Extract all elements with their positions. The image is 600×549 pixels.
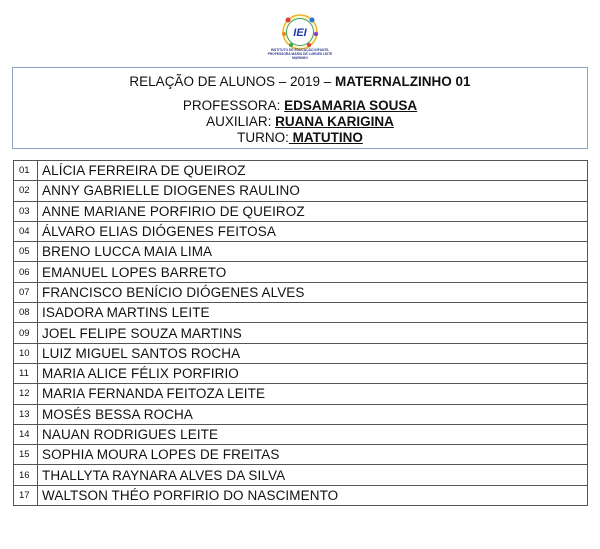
student-name: WALTSON THÉO PORFIRIO DO NASCIMENTO	[38, 485, 588, 505]
student-name: LUIZ MIGUEL SANTOS ROCHA	[38, 343, 588, 363]
row-number: 07	[14, 282, 38, 302]
title-prefix: RELAÇÃO DE ALUNOS – 2019 –	[129, 74, 332, 89]
student-table	[13, 160, 588, 506]
assistant-line	[13, 114, 587, 130]
logo-letters: IEI	[293, 27, 307, 39]
table-row	[14, 161, 588, 181]
logo-caption: INSTITUTO DE EDUCAÇÃO INFANTIL PROFESSORA MARIA DE LURDES LEITE MARINHO	[267, 48, 333, 60]
table-row	[14, 282, 588, 302]
table-row	[14, 363, 588, 383]
table-row	[14, 445, 588, 465]
student-name: EMANUEL LOPES BARRETO	[38, 262, 588, 282]
row-number: 12	[14, 384, 38, 404]
page-title	[13, 74, 587, 89]
row-number: 11	[14, 363, 38, 383]
shift-value: MATUTINO	[288, 130, 363, 145]
professor-label: PROFESSORA:	[182, 98, 281, 113]
row-number: 06	[14, 262, 38, 282]
table-row	[14, 181, 588, 201]
student-name: FRANCISCO BENÍCIO DIÓGENES ALVES	[38, 282, 588, 302]
row-number: 14	[14, 424, 38, 444]
student-table-body	[14, 161, 588, 506]
table-row	[14, 424, 588, 444]
shift-label: TURNO:	[237, 130, 289, 145]
student-name: ALÍCIA FERREIRA DE QUEIROZ	[38, 161, 588, 181]
table-row	[14, 465, 588, 485]
class-name: MATERNALZINHO 01	[335, 74, 471, 89]
table-row	[14, 262, 588, 282]
row-number: 10	[14, 343, 38, 363]
student-name: NAUAN RODRIGUES LEITE	[38, 424, 588, 444]
table-row	[14, 221, 588, 241]
table-row	[14, 201, 588, 221]
student-name: THALLYTA RAYNARA ALVES DA SILVA	[38, 465, 588, 485]
row-number: 02	[14, 181, 38, 201]
student-name: SOPHIA MOURA LOPES DE FREITAS	[38, 445, 588, 465]
row-number: 13	[14, 404, 38, 424]
row-number: 05	[14, 242, 38, 262]
student-name: MARIA FERNANDA FEITOZA LEITE	[38, 384, 588, 404]
row-number: 15	[14, 445, 38, 465]
row-number: 08	[14, 303, 38, 323]
row-number: 04	[14, 221, 38, 241]
professor-line	[13, 98, 587, 114]
table-row	[14, 242, 588, 262]
student-name: BRENO LUCCA MAIA LIMA	[38, 242, 588, 262]
student-name: ISADORA MARTINS LEITE	[38, 303, 588, 323]
table-row	[14, 343, 588, 363]
student-name: JOEL FELIPE SOUZA MARTINS	[38, 323, 588, 343]
student-name: MOSÉS BESSA ROCHA	[38, 404, 588, 424]
student-name: ANNE MARIANE PORFIRIO DE QUEIROZ	[38, 201, 588, 221]
table-row	[14, 303, 588, 323]
header-box	[12, 67, 588, 149]
assistant-value: RUANA KARIGINA	[275, 114, 394, 129]
table-row	[14, 404, 588, 424]
row-number: 09	[14, 323, 38, 343]
row-number: 17	[14, 485, 38, 505]
student-name: ÁLVARO ELIAS DIÓGENES FEITOSA	[38, 221, 588, 241]
table-row	[14, 323, 588, 343]
row-number: 16	[14, 465, 38, 485]
shift-line	[13, 130, 587, 146]
assistant-label: AUXILIAR:	[206, 114, 272, 129]
professor-value: EDSAMARIA SOUSA	[284, 98, 418, 113]
table-row	[14, 485, 588, 505]
table-row	[14, 384, 588, 404]
student-name: MARIA ALICE FÉLIX PORFIRIO	[38, 363, 588, 383]
row-number: 01	[14, 161, 38, 181]
row-number: 03	[14, 201, 38, 221]
student-name: ANNY GABRIELLE DIOGENES RAULINO	[38, 181, 588, 201]
